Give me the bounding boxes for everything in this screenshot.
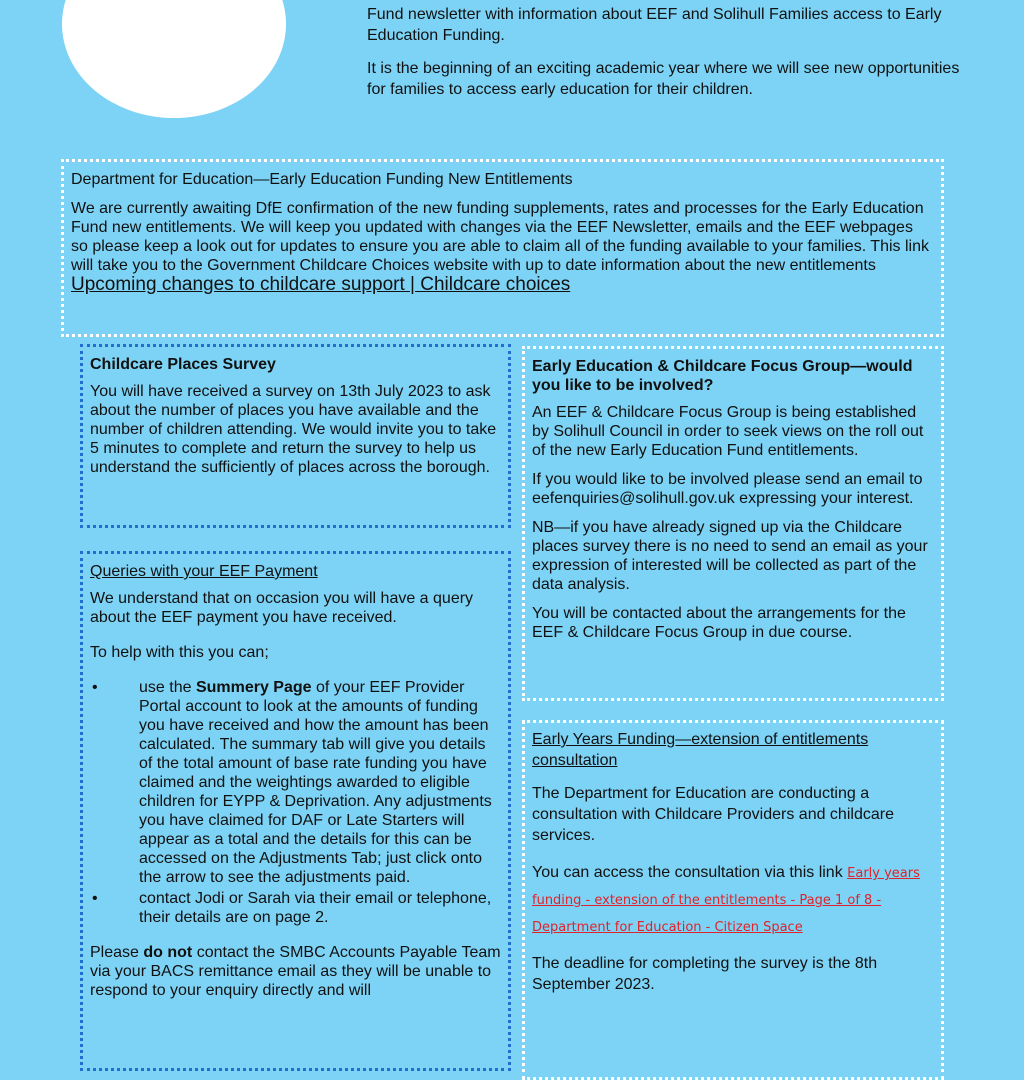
- intro-line-1: Fund newsletter with information about EEF and Solihull Families access to Early Education Funding.: [367, 6, 942, 44]
- consult-p3: The deadline for completing the survey is the 8th September 2023.: [532, 955, 878, 993]
- b1-pre: use the: [139, 679, 196, 696]
- dfe-body: [71, 199, 934, 295]
- focus-p3: NB—if you have already signed up via the Childcare places survey there is no need to send an email as your expression of interested will be collected as part of the data analysis.: [532, 519, 928, 593]
- childcare-choices-link[interactable]: Upcoming changes to childcare support | Childcare choices: [71, 274, 571, 295]
- survey-title: Childcare Places Survey: [90, 356, 276, 373]
- b1-post: of your EEF Provider Portal account to look at the amounts of funding you have received and how the amount has been calculated. The summary tab will give you details of the total amount of base rate funding you have claimed and the weightings awarded to eligible children for EYPP & Deprivation. Any adjustments you have claimed for DAF or Late Starters will appear as a total and the details for this can be accessed on the Adjustments Tab; just click onto the arrow to see the adjustments paid.: [139, 679, 492, 886]
- survey-section: [80, 344, 511, 528]
- queries-p1: We understand that on occasion you will have a query about the EEF payment you have received.: [90, 590, 474, 626]
- focus-p2: If you would like to be involved please send an email to eefenquiries@solihull.gov.uk expressing your interest.: [532, 471, 923, 507]
- focus-title: Early Education & Childcare Focus Group—would you like to be involved?: [532, 358, 913, 394]
- consult-p1: The Department for Education are conducting a consultation with Childcare Providers and childcare services.: [532, 785, 894, 844]
- focus-p1: An EEF & Childcare Focus Group is being established by Solihull Council in order to seek views on the roll out of the new Early Education Fund entitlements.: [532, 404, 924, 459]
- consult-title: Early Years Funding—extension of entitlements consultation: [532, 731, 869, 769]
- focus-p4: You will be contacted about the arrangements for the EEF & Childcare Focus Group in due course.: [532, 605, 906, 641]
- consultation-section: [522, 720, 944, 1080]
- do-not-text: do not: [143, 944, 193, 961]
- summary-page-text: Summery Page: [195, 679, 312, 696]
- consult-p2-text: You can access the consultation via this link: [532, 864, 848, 881]
- survey-body: You will have received a survey on 13th July 2023 to ask about the number of places you have available and the number of children attending. We would invite you to take 5 minutes to complete and return the survey to help us understand the sufficiently of places across the borough.: [90, 383, 497, 476]
- intro-text: [367, 4, 967, 112]
- dfe-title: Department for Education—Early Education Funding New Entitlements: [71, 171, 573, 188]
- dfe-body-text: We are currently awaiting DfE confirmation of the new funding supplements, rates and processes for the Early Education Fund new entitlements. We will keep you updated with changes via the EEF Newsletter, emails and the EEF webpages so please keep a look out for updates to ensure you are able to claim all of the funding available to your families. This link will take you to the Government Childcare Choices website with up to date information about the new entitlements: [71, 200, 929, 274]
- logo-circle: [62, 0, 286, 118]
- queries-p2: To help with this you can;: [90, 644, 269, 661]
- focus-group-section: [522, 346, 944, 701]
- intro-line-2: It is the beginning of an exciting academic year where we will see new opportunities for families to access early education for their children.: [367, 60, 960, 98]
- b2-text: contact Jodi or Sarah via their email or telephone, their details are on page 2.: [139, 890, 492, 926]
- list-item: [90, 889, 501, 927]
- queries-title: Queries with your EEF Payment: [90, 563, 318, 580]
- p3-pre: Please: [90, 944, 144, 961]
- p3-post: contact the SMBC Accounts Payable Team via your BACS remittance email as they will be unable to respond to your enquiry directly and will: [90, 944, 501, 999]
- dfe-section: [61, 159, 944, 337]
- bullet-icon: •: [92, 890, 98, 907]
- queries-section: [80, 551, 511, 1071]
- queries-p3: [90, 943, 501, 1000]
- queries-list: [90, 678, 501, 927]
- list-item: [90, 678, 501, 887]
- bullet-icon: •: [92, 679, 98, 696]
- citizen-space-link[interactable]: Early years funding - extension of the entitlements - Page 1 of 8 - Department for Education - Citizen Space: [532, 866, 920, 935]
- consult-p2: [532, 860, 934, 941]
